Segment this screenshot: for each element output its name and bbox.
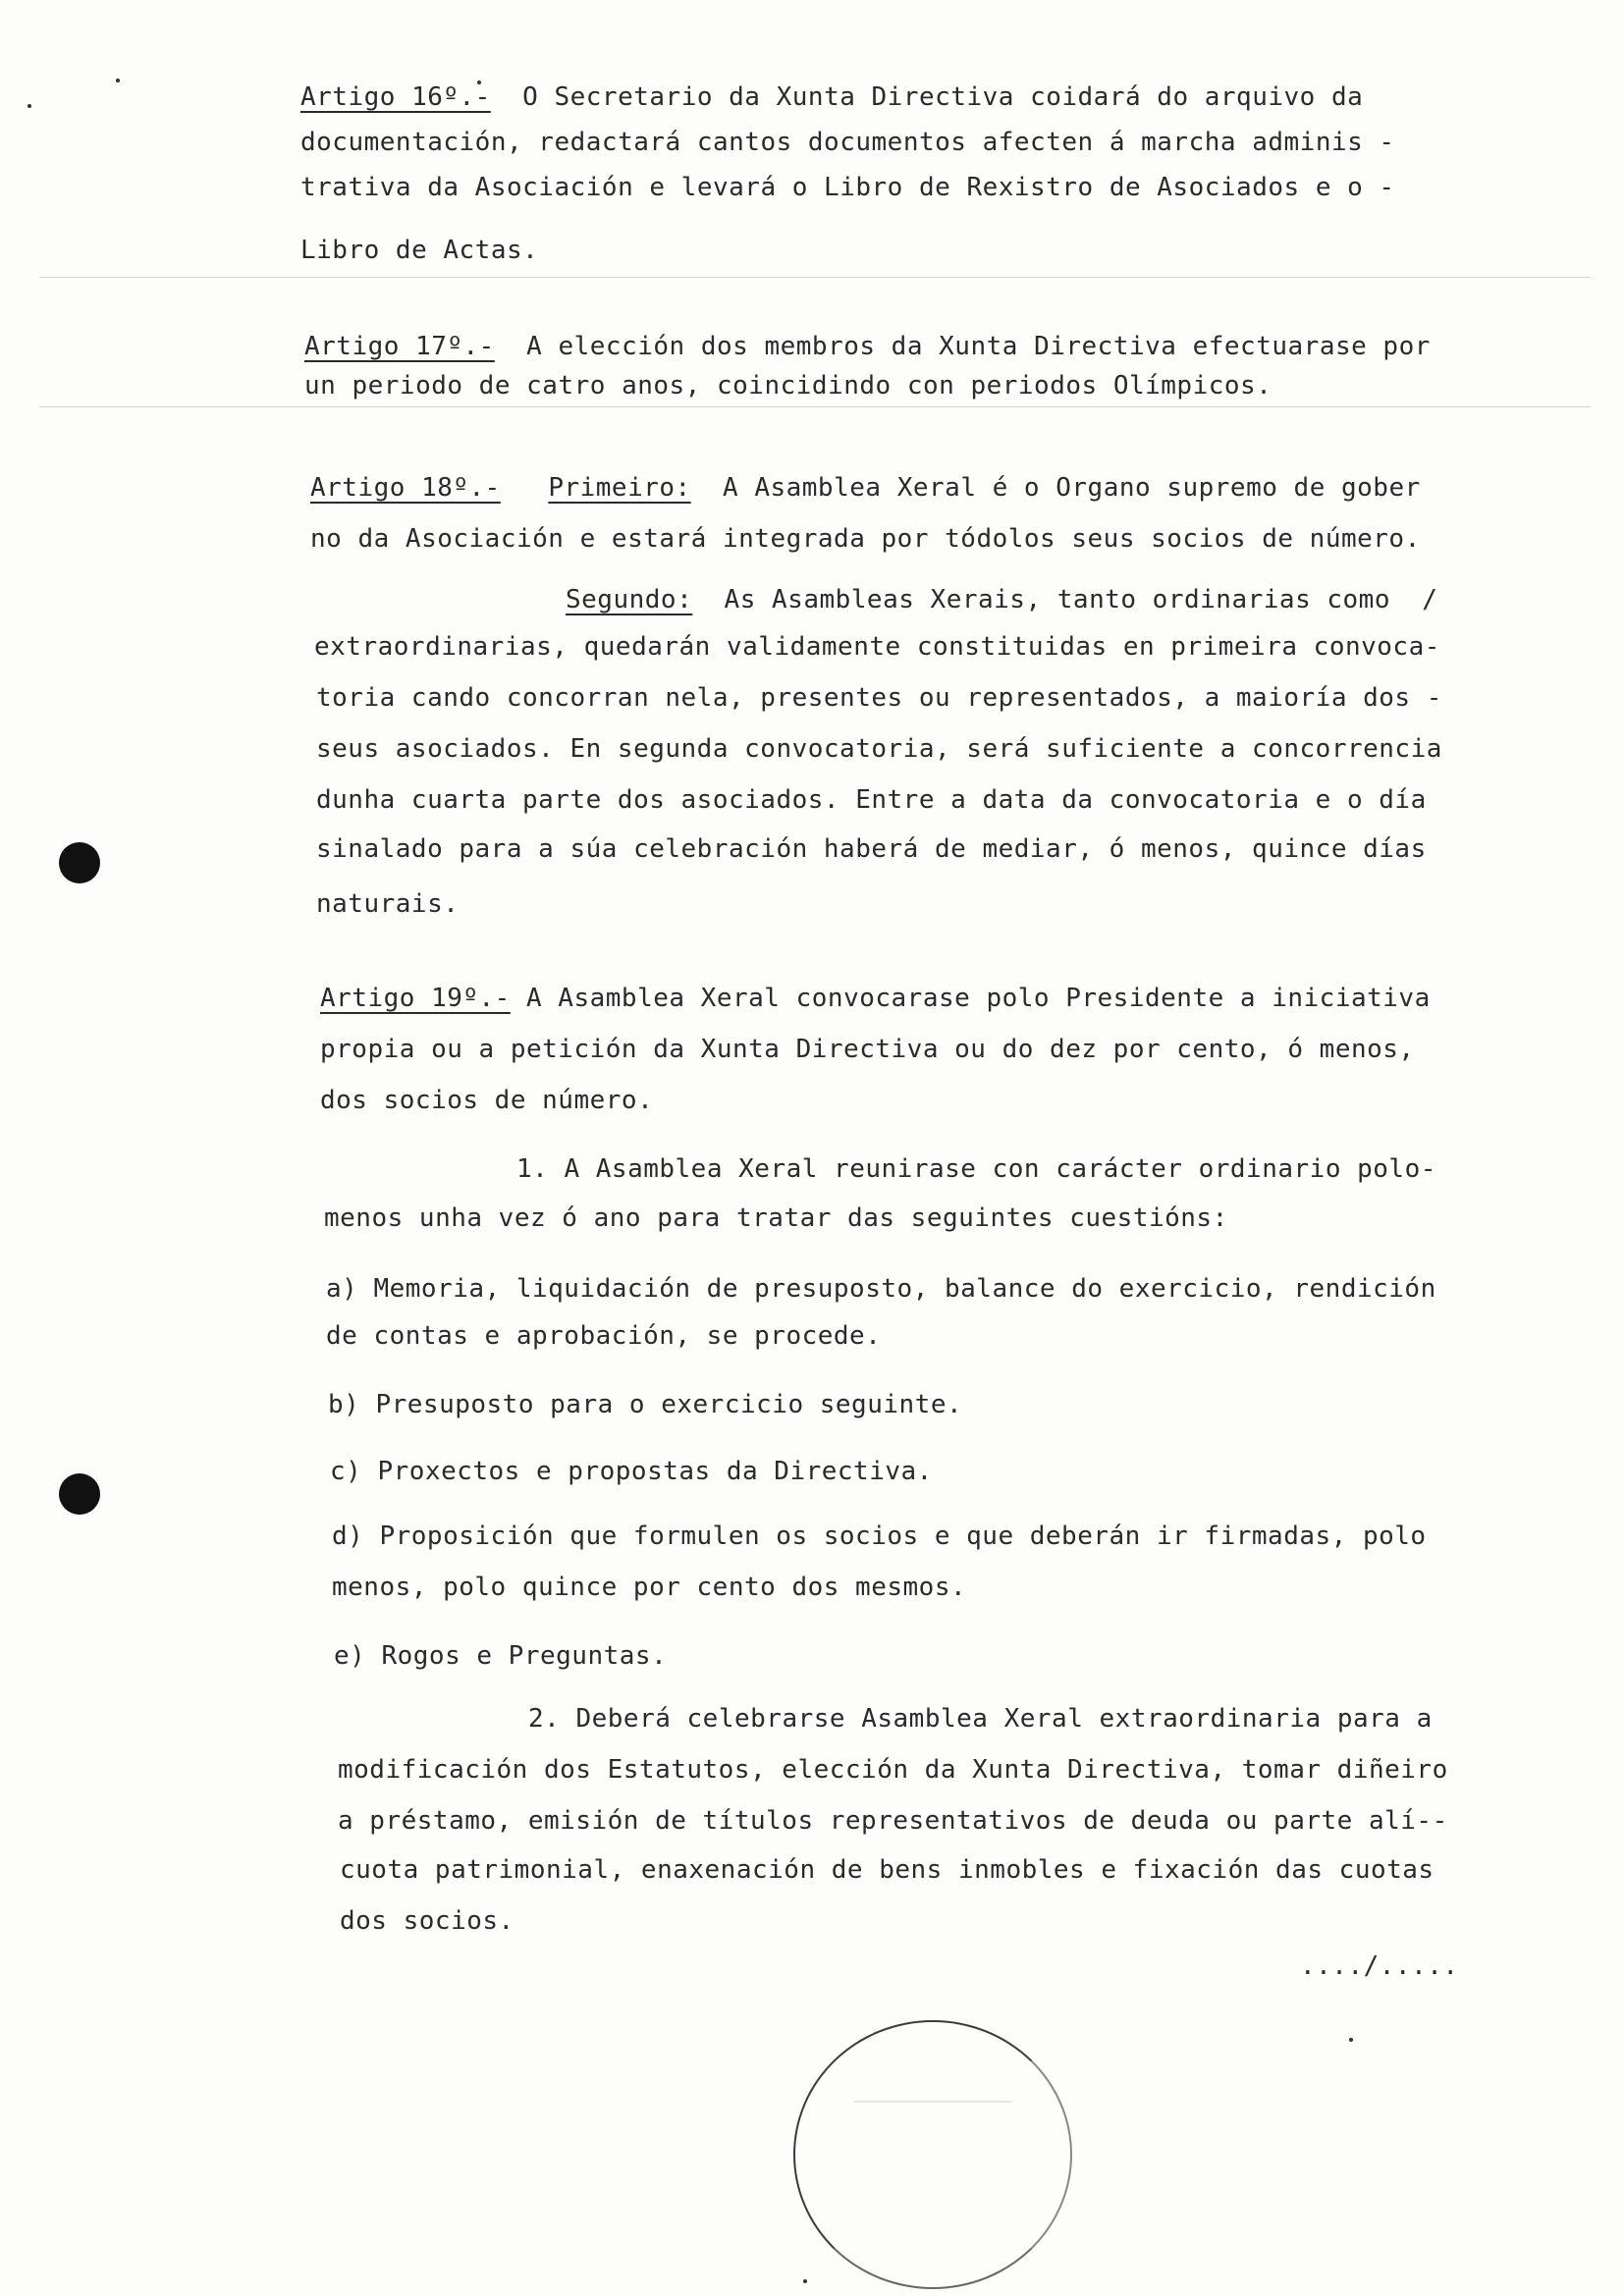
art16-heading: Artigo 16º.- xyxy=(300,82,491,112)
scan-speck xyxy=(27,104,31,108)
seal-stamp xyxy=(793,2020,1072,2289)
art19-item-c: c) Proxectos e propostas da Directiva. xyxy=(330,1457,933,1486)
punch-hole xyxy=(59,842,100,883)
art18-heading: Artigo 18º.- xyxy=(310,473,501,503)
art19-item-e: e) Rogos e Preguntas. xyxy=(334,1641,668,1671)
seal-inner-mark xyxy=(854,2101,1011,2103)
fold-line xyxy=(39,406,1591,407)
art19-heading: Artigo 19º.- xyxy=(320,984,511,1013)
art18-line-3: Segundo: As Asambleas Xerais, tanto ordinarias como / xyxy=(566,585,1438,614)
art19-item-d-2: menos, polo quince por cento dos mesmos. xyxy=(332,1573,967,1602)
art19-s2-line-3: a préstamo, emisión de títulos representativos de deuda ou parte alí-- xyxy=(338,1806,1448,1836)
scan-speck xyxy=(116,79,120,82)
art19-line-3: dos socios de número. xyxy=(320,1086,654,1115)
art16-line-3: trativa da Asociación e levará o Libro de Rexistro de Asociados e o - xyxy=(300,173,1395,202)
art18-line-2: no da Asociación e estará integrada por tódolos seus socios de número. xyxy=(310,524,1421,554)
art19-s2-line-1: 2. Deberá celebrarse Asamblea Xeral extraordinaria para a xyxy=(528,1704,1433,1734)
art19-s2-line-4: cuota patrimonial, enaxenación de bens inmobles e fixación das cuotas xyxy=(340,1855,1435,1885)
art18-line-5: toria cando concorran nela, presentes ou representados, a maioría dos - xyxy=(316,683,1442,713)
art16-line-4: Libro de Actas. xyxy=(300,236,539,265)
art18-line-8: sinalado para a súa celebración haberá de mediar, ó menos, quince días xyxy=(316,834,1427,864)
punch-hole xyxy=(59,1473,100,1515)
art19-s1-line-2: menos unha vez ó ano para tratar das seguintes cuestións: xyxy=(324,1203,1228,1233)
art18-line-7: dunha cuarta parte dos asociados. Entre a data da convocatoria e o día xyxy=(316,785,1427,815)
continuation-mark: ..../..... xyxy=(1300,1951,1459,1981)
art16-line-1: Artigo 16º.- O Secretario da Xunta Directiva coidará do arquivo da xyxy=(300,82,1364,112)
art19-item-a-2: de contas e aprobación, se procede. xyxy=(326,1321,882,1351)
art18-line-1: Artigo 18º.- Primeiro: A Asamblea Xeral é o Organo supremo de gober xyxy=(310,473,1421,503)
art19-s2-line-5: dos socios. xyxy=(340,1906,514,1936)
art16-line-2: documentación, redactará cantos documentos afecten á marcha adminis - xyxy=(300,128,1395,157)
art19-item-a-1: a) Memoria, liquidación de presuposto, balance do exercicio, rendición xyxy=(326,1274,1436,1304)
scan-speck xyxy=(1349,2038,1353,2042)
art19-s2-line-2: modificación dos Estatutos, elección da Xunta Directiva, tomar diñeiro xyxy=(338,1755,1448,1785)
scan-speck xyxy=(803,2279,807,2283)
art17-line-2: un periodo de catro anos, coincidindo con periodos Olímpicos. xyxy=(304,371,1272,400)
art17-heading: Artigo 17º.- xyxy=(304,332,495,361)
art18-line-4: extraordinarias, quedarán validamente constituidas en primeira convoca- xyxy=(314,632,1440,662)
art19-item-b: b) Presuposto para o exercicio seguinte. xyxy=(328,1390,963,1419)
art18-segundo-label: Segundo: xyxy=(566,585,693,614)
art18-line-9: naturais. xyxy=(316,889,460,919)
art19-item-d-1: d) Proposición que formulen os socios e que deberán ir firmadas, polo xyxy=(332,1522,1427,1551)
art18-primeiro-label: Primeiro: xyxy=(548,473,691,503)
art19-s1-line-1: 1. A Asamblea Xeral reunirase con carácter ordinario polo- xyxy=(516,1154,1436,1184)
art18-line-6: seus asociados. En segunda convocatoria, será suficiente a concorrencia xyxy=(316,734,1442,764)
art19-line-1: Artigo 19º.- A Asamblea Xeral convocarase polo Presidente a iniciativa xyxy=(320,984,1431,1013)
fold-line xyxy=(39,277,1591,278)
art17-line-1: Artigo 17º.- A elección dos membros da Xunta Directiva efectuarase por xyxy=(304,332,1431,361)
art19-line-2: propia ou a petición da Xunta Directiva ou do dez por cento, ó menos, xyxy=(320,1035,1415,1064)
